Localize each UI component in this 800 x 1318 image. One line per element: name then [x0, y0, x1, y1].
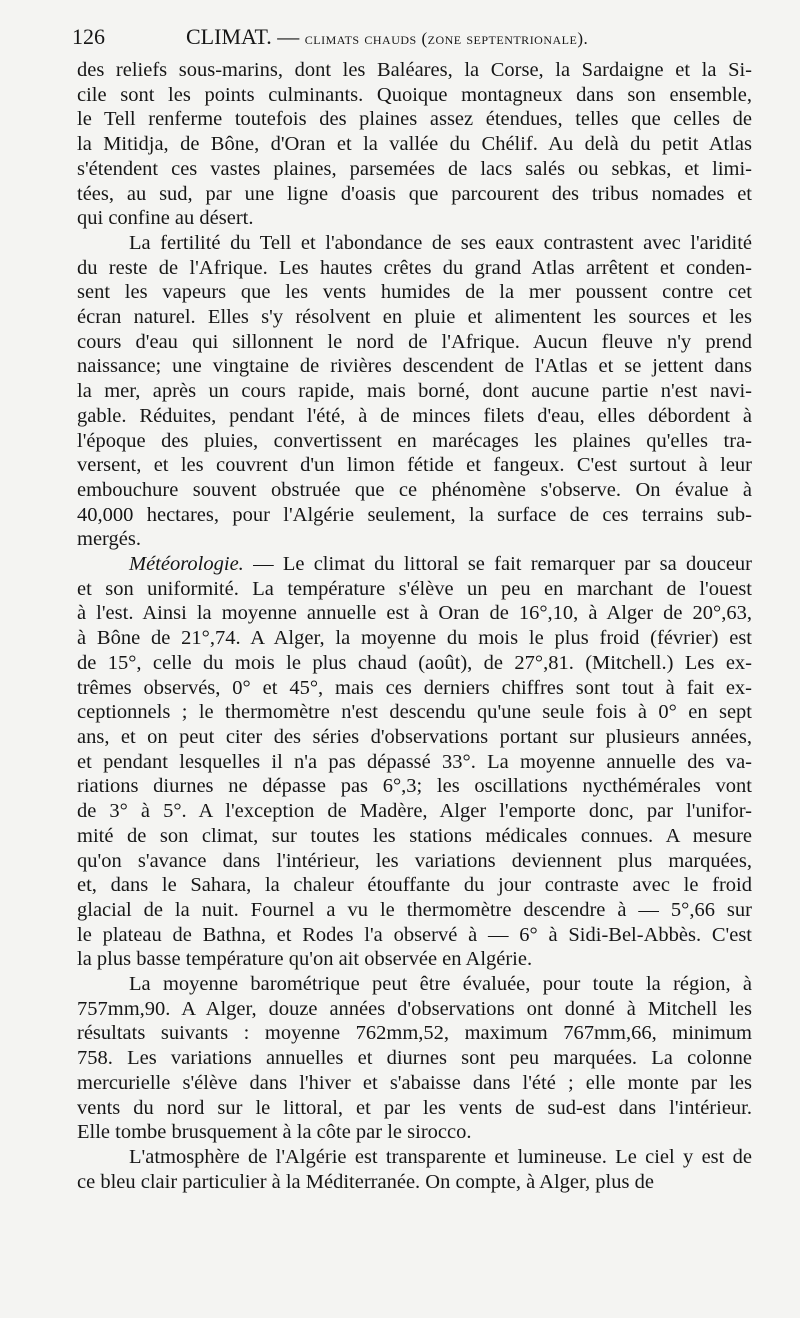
- section-heading-inline: Météorologie.: [129, 553, 244, 576]
- header-title: CLIMAT.: [186, 24, 272, 49]
- running-header: [72, 20, 732, 54]
- text-line: ceptionnels ; le thermomètre n'est descendu qu'une seule fois à 0° en sept: [77, 701, 752, 724]
- text-line: et pendant lesquelles il n'a pas dépassé 33°. La moyenne annuelle des va-: [77, 750, 752, 773]
- text-line: et, dans le Sahara, la chaleur étouffante du jour contraste avec le froid: [77, 874, 752, 897]
- text-line: et son uniformité. La température s'élève un peu en marchant de l'ouest: [77, 577, 752, 600]
- text-line: trêmes observés, 0° et 45°, mais ces derniers chiffres sont tout à fait ex-: [77, 676, 752, 699]
- text-line: Elle tombe brusquement à la côte par le sirocco.: [77, 1121, 472, 1144]
- text-line: des reliefs sous-marins, dont les Baléares, la Corse, la Sardaigne et la Si-: [77, 59, 752, 81]
- text-line: écran naturel. Elles s'y résolvent en pluie et alimentent les sources et les: [77, 306, 752, 329]
- running-title: [186, 20, 588, 56]
- text-line: La fertilité du Tell et l'abondance de ses eaux contrastent avec l'aridité: [129, 231, 752, 254]
- text-line: du reste de l'Afrique. Les hautes crêtes du grand Atlas arrêtent et conden-: [77, 256, 752, 279]
- page-body-text: [77, 58, 752, 1194]
- paragraph: [77, 58, 752, 231]
- text-line: qu'on s'avance dans l'intérieur, les variations deviennent plus marquées,: [77, 849, 752, 872]
- paragraph: [77, 1145, 752, 1194]
- header-separator: —: [277, 24, 300, 49]
- text-line: La moyenne barométrique peut être évaluée, pour toute la région, à: [129, 973, 752, 996]
- text-line: Météorologie. — Le climat du littoral se fait remarquer par sa douceur: [129, 553, 752, 576]
- text-line: ce bleu clair particulier à la Méditerranée. On compte, à Alger, plus de: [77, 1170, 654, 1193]
- text-line: tées, au sud, par une ligne d'oasis que parcourent des tribus nomades et: [77, 182, 752, 205]
- text-line: de 3° à 5°. A l'exception de Madère, Alger l'emporte donc, par l'unifor-: [77, 800, 752, 823]
- text-line: résultats suivants : moyenne 762mm,52, maximum 767mm,66, minimum: [77, 1022, 752, 1045]
- text-line: 757mm,90. A Alger, douze années d'observations ont donné à Mitchell les: [77, 997, 752, 1020]
- text-line: glacial de la nuit. Fournel a vu le thermomètre descendre à — 5°,66 sur: [77, 898, 752, 921]
- text-line: cile sont les points culminants. Quoique montagneux dans son ensemble,: [77, 83, 752, 106]
- text-line: sent les vapeurs que les vents humides de la mer poussent contre cet: [77, 281, 752, 304]
- text-line: le Tell renferme toutefois des plaines assez étendues, telles que celles de: [77, 108, 752, 131]
- text-line: de 15°, celle du mois le plus chaud (août), de 27°,81. (Mitchell.) Les ex-: [77, 651, 752, 674]
- text-line: ans, et on peut citer des séries d'observations portant sur plusieurs années,: [77, 725, 752, 748]
- paragraph: [77, 552, 752, 972]
- text-line: cours d'eau qui sillonnent le nord de l'Afrique. Aucun fleuve n'y prend: [77, 330, 752, 353]
- text-line: l'époque des pluies, convertissent en marécages les plaines qu'elles tra-: [77, 429, 752, 452]
- paragraph: [77, 231, 752, 552]
- text-line: la mer, après un cours rapide, mais borné, dont aucune partie n'est navi-: [77, 380, 752, 403]
- text-line: naissance; une vingtaine de rivières descendent de l'Atlas et se jettent dans: [77, 355, 752, 378]
- text-line: 758. Les variations annuelles et diurnes sont peu marquées. La colonne: [77, 1047, 752, 1070]
- text-line: mercurielle s'élève dans l'hiver et s'abaisse dans l'été ; elle monte par les: [77, 1071, 752, 1094]
- text-line: L'atmosphère de l'Algérie est transparente et lumineuse. Le ciel y est de: [129, 1145, 752, 1168]
- text-line: le plateau de Bathna, et Rodes l'a observé à — 6° à Sidi-Bel-Abbès. C'est: [77, 923, 752, 946]
- text-line: embouchure souvent obstruée que ce phénomène s'observe. On évalue à: [77, 478, 752, 501]
- paragraph: [77, 972, 752, 1145]
- text-line: riations diurnes ne dépasse pas 6°,3; les oscillations nycthémérales vont: [77, 775, 752, 798]
- text-line: à l'est. Ainsi la moyenne annuelle est à Oran de 16°,10, à Alger de 20°,63,: [77, 602, 752, 625]
- text-line: qui confine au désert.: [77, 207, 254, 230]
- text-line: s'étendent ces vastes plaines, parsemées de lacs salés ou sebkas, et limi-: [77, 157, 752, 180]
- text-line: vents du nord sur le littoral, et par les vents de sud-est dans l'intérieur.: [77, 1096, 752, 1119]
- text-line: mité de son climat, sur toutes les stations médicales connues. A mesure: [77, 824, 752, 847]
- text-line: la plus basse température qu'on ait observée en Algérie.: [77, 948, 533, 971]
- header-subtitle: climats chauds (zone septentrionale).: [304, 29, 589, 48]
- text-line: gable. Réduites, pendant l'été, à de minces filets d'eau, elles débordent à: [77, 404, 752, 427]
- text-line: 40,000 hectares, pour l'Algérie seulement, la surface de ces terrains sub-: [77, 503, 752, 526]
- text-line: à Bône de 21°,74. A Alger, la moyenne du mois le plus froid (février) est: [77, 627, 752, 650]
- text-line: la Mitidja, de Bône, d'Oran et la vallée du Chélif. Au delà du petit Atlas: [77, 133, 752, 156]
- page-number: 126: [72, 24, 105, 49]
- text-line: mergés.: [77, 528, 141, 551]
- text-line: versent, et les couvrent d'un limon fétide et fangeux. C'est surtout à leur: [77, 454, 752, 477]
